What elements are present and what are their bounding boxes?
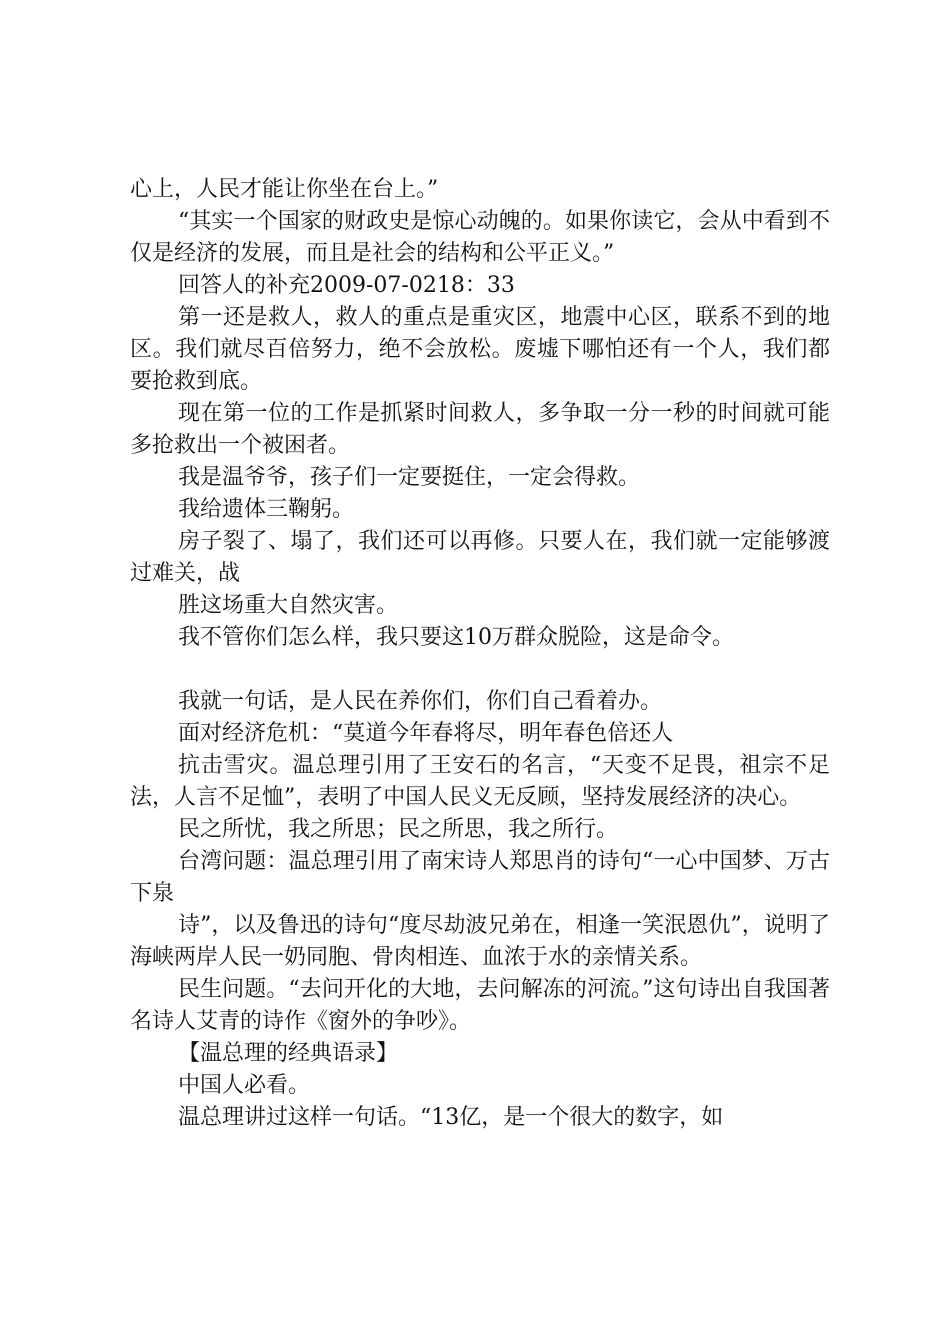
paragraph: “其实一个国家的财政史是惊心动魄的。如果你读它，会从中看到不仅是经济的发展，而且是社会的结构和公平正义。” bbox=[130, 209, 830, 266]
paragraph: 抗击雪灾。温总理引用了王安石的名言，“天变不足畏，祖宗不足法，人言不足恤”，表明了中国人民义无反顾，坚持发展经济的决心。 bbox=[130, 753, 830, 810]
paragraph: 台湾问题：温总理引用了南宋诗人郑思肖的诗句“一心中国梦、万古下泉 bbox=[130, 849, 830, 906]
paragraph: 我不管你们怎么样，我只要这10万群众脱险，这是命令。 bbox=[178, 625, 734, 650]
paragraph: 胜这场重大自然灾害。 bbox=[178, 593, 399, 618]
paragraph: 面对经济危机：“莫道今年春将尽，明年春色倍还人 bbox=[178, 721, 674, 746]
paragraph: 房子裂了、塌了，我们还可以再修。只要人在，我们就一定能够渡过难关，战 bbox=[130, 529, 830, 586]
paragraph: 诗”，以及鲁迅的诗句“度尽劫波兄弟在，相逢一笑泯恩仇”，说明了海峡两岸人民一奶同胞、骨肉相连、血浓于水的亲情关系。 bbox=[130, 913, 830, 970]
paragraph: 我就一句话，是人民在养你们，你们自己看着办。 bbox=[178, 689, 663, 714]
paragraph: 第一还是救人，救人的重点是重灾区，地震中心区，联系不到的地区。我们就尽百倍努力，绝不会放松。废墟下哪怕还有一个人，我们都要抢救到底。 bbox=[130, 305, 830, 394]
paragraph: 心上，人民才能让你坐在台上。” bbox=[130, 177, 439, 202]
paragraph: 民生问题。“去问开化的大地，去问解冻的河流。”这句诗出自我国著名诗人艾青的诗作《窗外的争吵》。 bbox=[130, 977, 830, 1034]
blank-line bbox=[130, 654, 830, 686]
paragraph: 民之所忧，我之所思；民之所思，我之所行。 bbox=[178, 817, 619, 842]
paragraph: 回答人的补充2009-07-0218：33 bbox=[178, 273, 515, 298]
document-body bbox=[130, 174, 830, 1134]
paragraph: 现在第一位的工作是抓紧时间救人，多争取一分一秒的时间就可能多抢救出一个被困者。 bbox=[130, 401, 830, 458]
paragraph: 我给遗体三鞠躬。 bbox=[178, 497, 355, 522]
paragraph: 中国人必看。 bbox=[178, 1073, 311, 1098]
section-heading: 【温总理的经典语录】 bbox=[178, 1041, 399, 1066]
paragraph: 温总理讲过这样一句话。“13亿，是一个很大的数字，如 bbox=[178, 1105, 724, 1130]
paragraph: 我是温爷爷，孩子们一定要挺住，一定会得救。 bbox=[178, 465, 641, 490]
